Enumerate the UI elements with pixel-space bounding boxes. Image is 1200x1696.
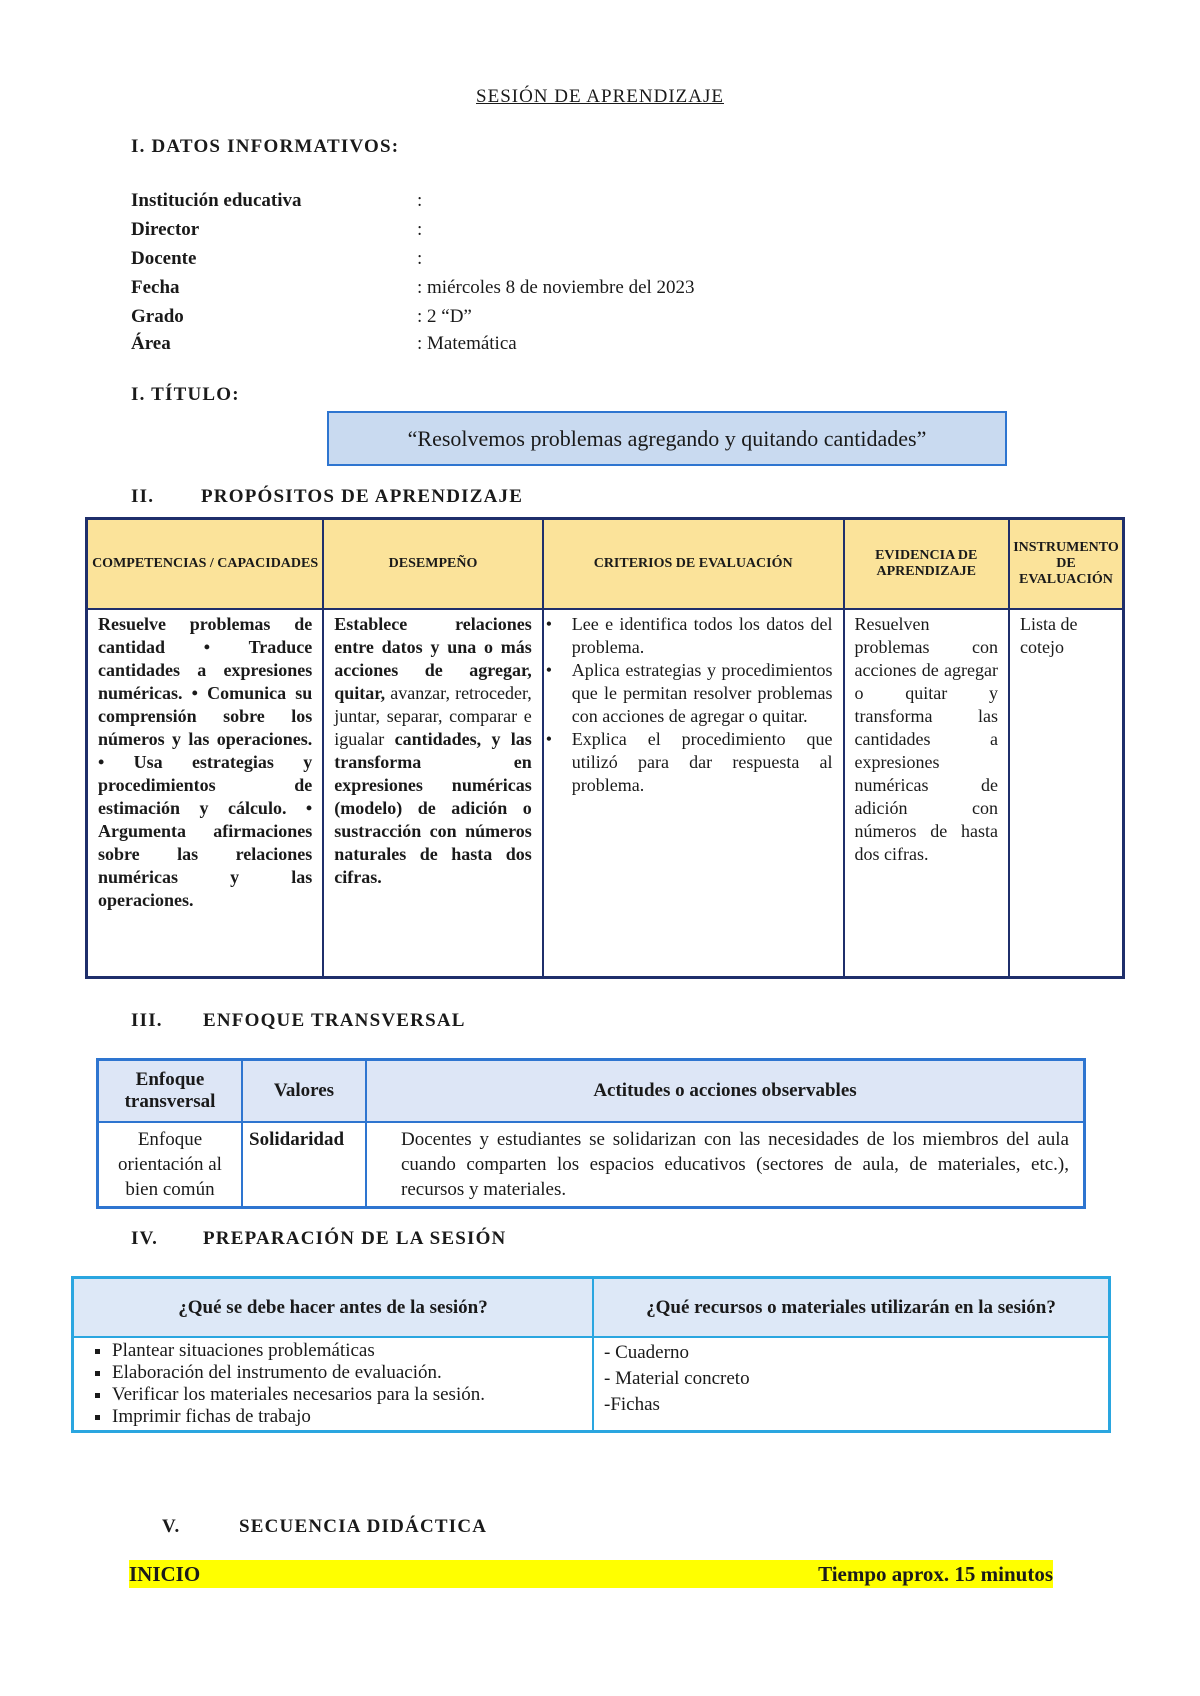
antes-cell [73, 1337, 594, 1432]
criterios-cell [543, 609, 844, 978]
section-enfoque-num: III. [131, 1010, 163, 1031]
section-secuencia-heading: SECUENCIA DIDÁCTICA [239, 1516, 488, 1537]
criterio-item: • Aplica estrategias y procedimientos que le permitan resolver problemas con acciones de agregar o quitar. [554, 659, 833, 728]
recursos-cell [593, 1337, 1110, 1432]
header-desempeno: DESEMPEÑO [323, 519, 543, 610]
header-enfoque: Enfoque transversal [98, 1060, 243, 1123]
datos-row: Área : Matemática [131, 333, 517, 354]
section-datos-heading: I. DATOS INFORMATIVOS: [131, 136, 400, 157]
header-criterios: CRITERIOS DE EVALUACIÓN [543, 519, 844, 610]
section-secuencia-num: V. [162, 1516, 181, 1537]
header-valores: Valores [242, 1060, 366, 1123]
section-preparacion-heading: PREPARACIÓN DE LA SESIÓN [203, 1228, 507, 1249]
competencias-cell: Resuelve problemas de cantidad • Traduce cantidades a expresiones numéricas. • Comunica su comprensión sobre los números y las operaciones. • Usa estrategias y procedimientos de estimación y cálculo. • Argumenta afirmaciones sobre las relaciones numéricas y las operaciones. [87, 609, 324, 978]
session-title-box [327, 411, 1007, 466]
evidencia-cell: Resuelven problemas con acciones de agregar o quitar y transforma las cantidades a expresiones numéricas de adición con números de hasta dos cifras. [844, 609, 1009, 978]
datos-row: Institución educativa : [131, 190, 423, 211]
criterio-item: • Explica el procedimiento que utilizó para dar respuesta al problema. [554, 728, 833, 797]
antes-item: ▪ Imprimir fichas de trabajo [112, 1406, 582, 1428]
instrumento-cell: Lista de cotejo [1009, 609, 1124, 978]
section-titulo-heading: I. TÍTULO: [131, 384, 240, 405]
header-recursos: ¿Qué recursos o materiales utilizarán en la sesión? [593, 1278, 1110, 1338]
recurso-item: - Cuaderno [604, 1342, 689, 1363]
datos-row: Docente : [131, 248, 423, 269]
desempeno-cell: Establece relaciones entre datos y una o más acciones de agregar, quitar, avanzar, retroceder, juntar, separar, comparar e igualar cantidades, y las transforma en expresiones numéricas (modelo) de adición o sustracción con números naturales de hasta dos cifras. [323, 609, 543, 978]
header-antes: ¿Qué se debe hacer antes de la sesión? [73, 1278, 594, 1338]
inicio-label: INICIO [129, 1561, 201, 1586]
antes-item: ▪ Verificar los materiales necesarios para la sesión. [112, 1384, 582, 1406]
antes-item: ▪ Plantear situaciones problemáticas [112, 1340, 582, 1362]
header-competencias: COMPETENCIAS / CAPACIDADES [87, 519, 324, 610]
section-propositos-heading: PROPÓSITOS DE APRENDIZAJE [201, 486, 524, 507]
datos-informativos [131, 186, 695, 358]
antes-item: ▪ Elaboración del instrumento de evaluación. [112, 1362, 582, 1384]
valor-cell: Solidaridad [242, 1122, 366, 1208]
section-enfoque-heading: ENFOQUE TRANSVERSAL [203, 1010, 466, 1031]
enfoque-cell: Enfoque orientación al bien común [98, 1122, 243, 1208]
header-actitudes: Actitudes o acciones observables [366, 1060, 1085, 1123]
session-title: “Resolvemos problemas agregando y quitando cantidades” [407, 425, 927, 451]
actitud-cell: Docentes y estudiantes se solidarizan con las necesidades de los miembros del aula cuando comparten los espacios educativos (sectores de aula, de materiales, etc.), recursos y materiales. [366, 1122, 1085, 1208]
datos-row: Fecha : miércoles 8 de noviembre del 2023 [131, 277, 695, 298]
header-evidencia: EVIDENCIA DE APRENDIZAJE [844, 519, 1009, 610]
recurso-item: -Fichas [604, 1394, 660, 1415]
header-instrumento: INSTRUMENTO DE EVALUACIÓN [1009, 519, 1124, 610]
section-propositos-num: II. [131, 486, 155, 507]
propositos-table [85, 517, 1125, 979]
recurso-item: - Material concreto [604, 1368, 750, 1389]
datos-row: Grado : 2 “D” [131, 306, 472, 327]
page-title: SESIÓN DE APRENDIZAJE [476, 86, 724, 107]
preparacion-table [71, 1276, 1111, 1433]
inicio-tiempo: Tiempo aprox. 15 minutos [818, 1561, 1053, 1586]
section-preparacion-num: IV. [131, 1228, 159, 1249]
criterio-item: • Lee e identifica todos los datos del problema. [554, 613, 833, 659]
datos-row: Director : [131, 219, 423, 240]
enfoque-table [96, 1058, 1086, 1209]
inicio-bar [129, 1560, 1053, 1588]
